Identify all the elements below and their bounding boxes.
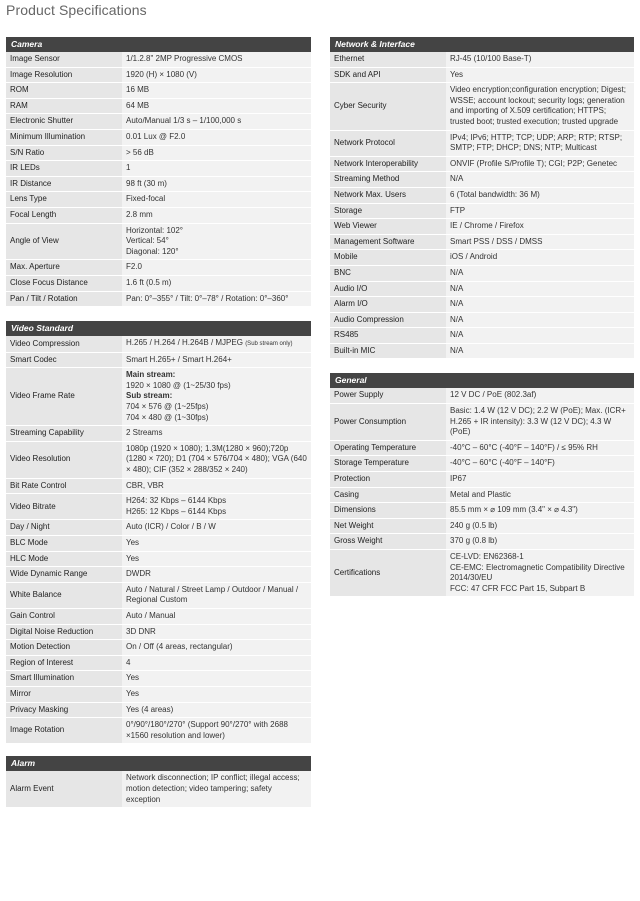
- spec-value-text: 6 (Total bandwidth: 36 M): [450, 189, 540, 199]
- spec-row: [330, 203, 634, 219]
- spec-label: ROM: [6, 83, 122, 99]
- spec-row: [6, 129, 311, 145]
- spec-row: [6, 551, 311, 567]
- spec-value-text: Auto (ICR) / Color / B / W: [126, 522, 216, 532]
- spec-value-text: 1/1.2.8" 2MP Progressive CMOS: [126, 54, 243, 63]
- spec-label: Certifications: [330, 550, 446, 597]
- spec-value-note: (Sub stream only): [245, 341, 293, 348]
- spec-value: [446, 388, 634, 403]
- section-heading: Video Standard: [6, 321, 311, 336]
- spec-value: [122, 275, 311, 291]
- spec-label: Image Sensor: [6, 52, 122, 67]
- spec-label: Electronic Shutter: [6, 114, 122, 130]
- spec-value-line: 1920 × 1080 @ (1~25/30 fps): [126, 380, 231, 390]
- spec-value-text: -40°C – 60°C (-40°F – 140°F) / ≤ 95% RH: [450, 442, 598, 452]
- spec-value: [446, 281, 634, 297]
- spec-value: [446, 265, 634, 281]
- spec-value: [122, 671, 311, 687]
- spec-value: [122, 145, 311, 161]
- spec-label: Network Protocol: [330, 130, 446, 156]
- spec-value: [122, 582, 311, 608]
- spec-value-line: 704 × 480 @ (1~30fps): [126, 412, 209, 422]
- spec-row: [6, 336, 311, 352]
- spec-value-line: CE-EMC: Electromagnetic Compatibility Directive 2014/30/EU: [450, 562, 625, 583]
- spec-label: BLC Mode: [6, 536, 122, 552]
- spec-label: RAM: [6, 98, 122, 114]
- spec-label: Wide Dynamic Range: [6, 567, 122, 583]
- spec-row: [330, 130, 634, 156]
- spec-row: [330, 187, 634, 203]
- spec-label: Alarm I/O: [330, 297, 446, 313]
- spec-row: [6, 671, 311, 687]
- spec-value-text: IPv4; IPv6; HTTP; TCP; UDP; ARP; RTP; RTSP; SMTP; FTP; DHCP; DNS; NTP; Multicast: [450, 132, 623, 153]
- spec-row: [6, 223, 311, 260]
- spec-row: [330, 503, 634, 519]
- spec-value: [446, 187, 634, 203]
- spec-row: [330, 52, 634, 67]
- spec-label: Max. Aperture: [6, 260, 122, 276]
- spec-value: [122, 192, 311, 208]
- spec-label: Privacy Masking: [6, 702, 122, 718]
- spec-value-text: 370 g (0.8 lb): [450, 536, 498, 546]
- spec-row: [330, 472, 634, 488]
- spec-row: [6, 291, 311, 307]
- spec-value-text: Yes: [126, 688, 140, 698]
- spec-value-text: On / Off (4 areas, rectangular): [126, 642, 233, 652]
- spec-label: Network Interoperability: [330, 156, 446, 172]
- spec-value-text: 240 g (0.5 lb): [450, 520, 498, 530]
- spec-label: Region of Interest: [6, 655, 122, 671]
- spec-value-text: Smart H.265+ / Smart H.264+: [126, 354, 232, 364]
- spec-value-text: Yes: [126, 538, 140, 547]
- spec-value: [122, 207, 311, 223]
- spec-label: Gain Control: [6, 608, 122, 624]
- spec-value-line: H265: 12 Kbps – 6144 Kbps: [126, 506, 227, 516]
- spec-value-line: FCC: 47 CFR FCC Part 15, Subpart B: [450, 583, 586, 593]
- spec-row: [330, 281, 634, 297]
- spec-value-text: N/A: [450, 174, 464, 184]
- spec-row: [6, 608, 311, 624]
- spec-row: [330, 219, 634, 235]
- spec-row: [6, 718, 311, 744]
- spec-label: Storage Temperature: [330, 456, 446, 472]
- spec-label: Ethernet: [330, 52, 446, 67]
- spec-label: Casing: [330, 487, 446, 503]
- spec-value: [446, 52, 634, 67]
- spec-value-text: N/A: [450, 283, 464, 293]
- spec-row: [6, 114, 311, 130]
- spec-label: IR Distance: [6, 176, 122, 192]
- spec-row: [330, 328, 634, 344]
- spec-row: [6, 98, 311, 114]
- spec-row: [330, 265, 634, 281]
- section-heading: Camera: [6, 37, 311, 52]
- spec-label: Lens Type: [6, 192, 122, 208]
- spec-value-text: 12 V DC / PoE (802.3af): [450, 390, 537, 400]
- spec-label: Web Viewer: [330, 219, 446, 235]
- spec-row: [6, 478, 311, 494]
- spec-value: [446, 312, 634, 328]
- spec-value-text: Auto/Manual 1/3 s – 1/100,000 s: [126, 116, 242, 126]
- spec-value: [122, 129, 311, 145]
- spec-value: [122, 536, 311, 552]
- spec-value: [446, 518, 634, 534]
- spec-row: [330, 83, 634, 130]
- spec-value: [446, 172, 634, 188]
- spec-value: [446, 487, 634, 503]
- spec-value: [122, 567, 311, 583]
- spec-label: Operating Temperature: [330, 440, 446, 456]
- left-column: [6, 37, 311, 808]
- spec-label: RS485: [330, 328, 446, 344]
- spec-row: [6, 771, 311, 807]
- spec-value-text: N/A: [450, 314, 464, 324]
- spec-value: [122, 520, 311, 536]
- spec-value: [122, 426, 311, 442]
- spec-value-text: Auto / Natural / Street Lamp / Outdoor / Manual / Regional Custom: [126, 584, 299, 605]
- spec-value-text: 85.5 mm × ⌀ 109 mm (3.4" × ⌀ 4.3"): [450, 505, 578, 515]
- spec-row: [6, 494, 311, 520]
- spec-value: [446, 67, 634, 83]
- spec-value-text: N/A: [450, 330, 464, 340]
- spec-value-text: RJ-45 (10/100 Base-T): [450, 54, 532, 63]
- spec-value-text: Network disconnection; IP conflict; illegal access; motion detection; video tampering; safety exception: [126, 773, 300, 804]
- spec-value-text: DWDR: [126, 569, 151, 579]
- spec-label: Minimum Illumination: [6, 129, 122, 145]
- spec-row: [6, 426, 311, 442]
- spec-row: [330, 297, 634, 313]
- spec-label: Image Rotation: [6, 718, 122, 744]
- spec-value-line: H264: 32 Kbps – 6144 Kbps: [126, 496, 227, 506]
- spec-value-text: Auto / Manual: [126, 610, 176, 620]
- spec-row: [6, 161, 311, 177]
- spec-value: [446, 343, 634, 359]
- spec-label: Streaming Capability: [6, 426, 122, 442]
- spec-value-line: Vertical: 54°: [126, 236, 169, 246]
- spec-value-line: Main stream:: [126, 370, 176, 380]
- spec-value: [446, 456, 634, 472]
- spec-label: White Balance: [6, 582, 122, 608]
- spec-value-text: 64 MB: [126, 100, 150, 110]
- spec-value-text: -40°C – 60°C (-40°F – 140°F): [450, 458, 555, 468]
- spec-value: [446, 534, 634, 550]
- spec-value-text: Yes: [126, 673, 140, 683]
- spec-value-text: Fixed-focal: [126, 194, 166, 204]
- spec-value-line: CE-LVD: EN62368-1: [450, 552, 524, 561]
- spec-value: [122, 624, 311, 640]
- spec-value-text: N/A: [450, 345, 464, 355]
- spec-value-text: Smart PSS / DSS / DMSS: [450, 236, 543, 246]
- spec-row: [330, 534, 634, 550]
- spec-row: [330, 404, 634, 441]
- spec-label: Network Max. Users: [330, 187, 446, 203]
- spec-value: [122, 368, 311, 426]
- spec-label: IR LEDs: [6, 161, 122, 177]
- spec-row: [6, 207, 311, 223]
- spec-value-text: Video encryption;configuration encryption; Digest; WSSE; account lockout; security logs; generation and importing of X.509 certification; HTTPS; trusted boot; trusted execution; trusted upgrade: [450, 85, 626, 126]
- spec-label: S/N Ratio: [6, 145, 122, 161]
- spec-value: [122, 702, 311, 718]
- spec-row: [330, 440, 634, 456]
- spec-table: [330, 52, 634, 359]
- spec-value: [122, 655, 311, 671]
- spec-label: Video Frame Rate: [6, 368, 122, 426]
- spec-row: [330, 250, 634, 266]
- spec-value-text: 0°/90°/180°/270° (Support 90°/270° with 2688 ×1560 resolution and lower): [126, 720, 288, 740]
- spec-row: [330, 518, 634, 534]
- spec-value: [122, 608, 311, 624]
- spec-row: [330, 550, 634, 597]
- spec-value-text: Yes: [126, 553, 140, 563]
- spec-value: [122, 223, 311, 260]
- spec-value-text: 16 MB: [126, 85, 150, 95]
- spec-value: [446, 328, 634, 344]
- spec-value: [122, 640, 311, 656]
- spec-value: [446, 250, 634, 266]
- spec-value: [122, 478, 311, 494]
- spec-value: [122, 686, 311, 702]
- spec-value-text: ONVIF (Profile S/Profile T); CGI; P2P; Genetec: [450, 158, 618, 168]
- spec-value-line: Sub stream:: [126, 391, 173, 401]
- spec-row: [6, 192, 311, 208]
- spec-value-text: iOS / Android: [450, 252, 498, 262]
- spec-row: [330, 388, 634, 403]
- spec-value-text: 4: [126, 657, 131, 667]
- spec-value: [122, 52, 311, 67]
- spec-label: Pan / Tilt / Rotation: [6, 291, 122, 307]
- spec-value: [122, 83, 311, 99]
- spec-value-text: 1: [126, 163, 131, 173]
- spec-value-line: 704 × 576 @ (1~25fps): [126, 402, 209, 412]
- spec-value-text: 98 ft (30 m): [126, 178, 167, 188]
- spec-row: [6, 441, 311, 478]
- spec-row: [330, 156, 634, 172]
- spec-table: [330, 388, 634, 597]
- spec-value-text: 2.8 mm: [126, 209, 153, 219]
- spec-label: Digital Noise Reduction: [6, 624, 122, 640]
- spec-value: [446, 156, 634, 172]
- spec-row: [6, 567, 311, 583]
- spec-value: [122, 161, 311, 177]
- spec-value: [122, 551, 311, 567]
- spec-value-text: N/A: [450, 299, 464, 309]
- spec-label: Gross Weight: [330, 534, 446, 550]
- spec-value-text: Basic: 1.4 W (12 V DC); 2.2 W (PoE); Max. (ICR+ H.265 + IR intensity): 3.3 W (12 V DC); 4.3 W (PoE): [450, 406, 626, 437]
- spec-label: Angle of View: [6, 223, 122, 260]
- spec-table: [6, 52, 311, 307]
- spec-value: [122, 176, 311, 192]
- section-alarm: [6, 756, 311, 808]
- spec-value: [446, 472, 634, 488]
- spec-label: Video Resolution: [6, 441, 122, 478]
- spec-row: [330, 456, 634, 472]
- spec-row: [6, 520, 311, 536]
- spec-row: [6, 352, 311, 368]
- spec-value-text: 3D DNR: [126, 626, 156, 636]
- spec-label: Audio I/O: [330, 281, 446, 297]
- spec-row: [6, 582, 311, 608]
- spec-row: [330, 67, 634, 83]
- spec-label: Image Resolution: [6, 67, 122, 83]
- spec-value: [122, 336, 311, 352]
- spec-label: Close Focus Distance: [6, 275, 122, 291]
- spec-row: [330, 234, 634, 250]
- spec-row: [6, 176, 311, 192]
- spec-value: [446, 440, 634, 456]
- spec-value: [122, 260, 311, 276]
- spec-row: [330, 487, 634, 503]
- spec-value: [122, 494, 311, 520]
- spec-table: [6, 771, 311, 808]
- spec-value: [122, 291, 311, 307]
- spec-row: [6, 275, 311, 291]
- spec-label: Alarm Event: [6, 771, 122, 807]
- spec-value-line: Horizontal: 102°: [126, 225, 184, 235]
- page-title: Product Specifications: [6, 2, 147, 18]
- spec-label: HLC Mode: [6, 551, 122, 567]
- spec-label: BNC: [330, 265, 446, 281]
- spec-value-line: Diagonal: 120°: [126, 246, 179, 256]
- spec-label: Dimensions: [330, 503, 446, 519]
- section-camera: [6, 37, 311, 307]
- spec-value: [446, 234, 634, 250]
- spec-label: Video Bitrate: [6, 494, 122, 520]
- spec-value: [122, 98, 311, 114]
- spec-value: [446, 83, 634, 130]
- spec-label: Cyber Security: [330, 83, 446, 130]
- spec-value-text: 1.6 ft (0.5 m): [126, 277, 172, 287]
- spec-row: [6, 702, 311, 718]
- spec-label: Power Supply: [330, 388, 446, 403]
- section-network-interface: [330, 37, 634, 359]
- spec-value-text: FTP: [450, 205, 466, 215]
- spec-label: Mirror: [6, 686, 122, 702]
- spec-value: [122, 718, 311, 744]
- spec-value-text: IP67: [450, 474, 467, 484]
- spec-label: Net Weight: [330, 518, 446, 534]
- spec-label: Protection: [330, 472, 446, 488]
- spec-value-text: Metal and Plastic: [450, 489, 511, 499]
- spec-row: [6, 686, 311, 702]
- spec-row: [6, 624, 311, 640]
- spec-row: [6, 655, 311, 671]
- spec-value-text: IE / Chrome / Firefox: [450, 221, 524, 231]
- spec-label: Audio Compression: [330, 312, 446, 328]
- spec-row: [6, 67, 311, 83]
- spec-value: [122, 114, 311, 130]
- spec-label: Motion Detection: [6, 640, 122, 656]
- spec-table: [6, 336, 311, 744]
- spec-row: [6, 536, 311, 552]
- spec-value-text: 0.01 Lux @ F2.0: [126, 131, 186, 141]
- spec-value: [446, 503, 634, 519]
- spec-value-text: 2 Streams: [126, 428, 163, 438]
- spec-label: Streaming Method: [330, 172, 446, 188]
- spec-row: [330, 172, 634, 188]
- spec-row: [330, 343, 634, 359]
- spec-label: Focal Length: [6, 207, 122, 223]
- spec-label: Bit Rate Control: [6, 478, 122, 494]
- spec-value: [446, 203, 634, 219]
- spec-label: Built-in MIC: [330, 343, 446, 359]
- spec-label: Video Compression: [6, 336, 122, 352]
- spec-value-text: 1920 (H) × 1080 (V): [126, 69, 197, 79]
- spec-value: [446, 404, 634, 441]
- spec-value: [446, 130, 634, 156]
- spec-row: [6, 640, 311, 656]
- spec-value-text: 1080p (1920 × 1080); 1.3M(1280 × 960);720p (1280 × 720); D1 (704 × 576/704 × 480); VGA (640 × 480); CIF (352 × 288/352 × 240): [126, 443, 307, 475]
- spec-value: [122, 67, 311, 83]
- section-general: [330, 373, 634, 597]
- spec-value-text: H.265 / H.264 / H.264B / MJPEG: [126, 338, 243, 348]
- spec-label: Mobile: [330, 250, 446, 266]
- spec-row: [6, 260, 311, 276]
- spec-value-text: CBR, VBR: [126, 480, 164, 490]
- spec-label: SDK and API: [330, 67, 446, 83]
- section-video-standard: [6, 321, 311, 744]
- spec-value-text: Pan: 0°–355° / Tilt: 0°–78° / Rotation: 0°–360°: [126, 293, 289, 303]
- spec-row: [330, 312, 634, 328]
- spec-label: Management Software: [330, 234, 446, 250]
- spec-value-text: Yes: [450, 69, 464, 79]
- spec-label: Power Consumption: [330, 404, 446, 441]
- spec-value: [446, 219, 634, 235]
- spec-value: [446, 297, 634, 313]
- spec-label: Smart Codec: [6, 352, 122, 368]
- spec-value-text: N/A: [450, 267, 464, 277]
- spec-value: [122, 352, 311, 368]
- section-heading: Network & Interface: [330, 37, 634, 52]
- section-heading: Alarm: [6, 756, 311, 771]
- spec-row: [6, 368, 311, 426]
- spec-label: Smart Illumination: [6, 671, 122, 687]
- section-heading: General: [330, 373, 634, 388]
- spec-row: [6, 83, 311, 99]
- spec-label: Storage: [330, 203, 446, 219]
- spec-value-text: F2.0: [126, 262, 143, 272]
- spec-value: [446, 550, 634, 597]
- spec-value: [122, 771, 311, 807]
- spec-value-text: > 56 dB: [126, 147, 154, 157]
- right-column: [330, 37, 634, 597]
- spec-label: Day / Night: [6, 520, 122, 536]
- spec-row: [6, 145, 311, 161]
- spec-value-text: Yes (4 areas): [126, 704, 174, 714]
- spec-row: [6, 52, 311, 67]
- spec-value: [122, 441, 311, 478]
